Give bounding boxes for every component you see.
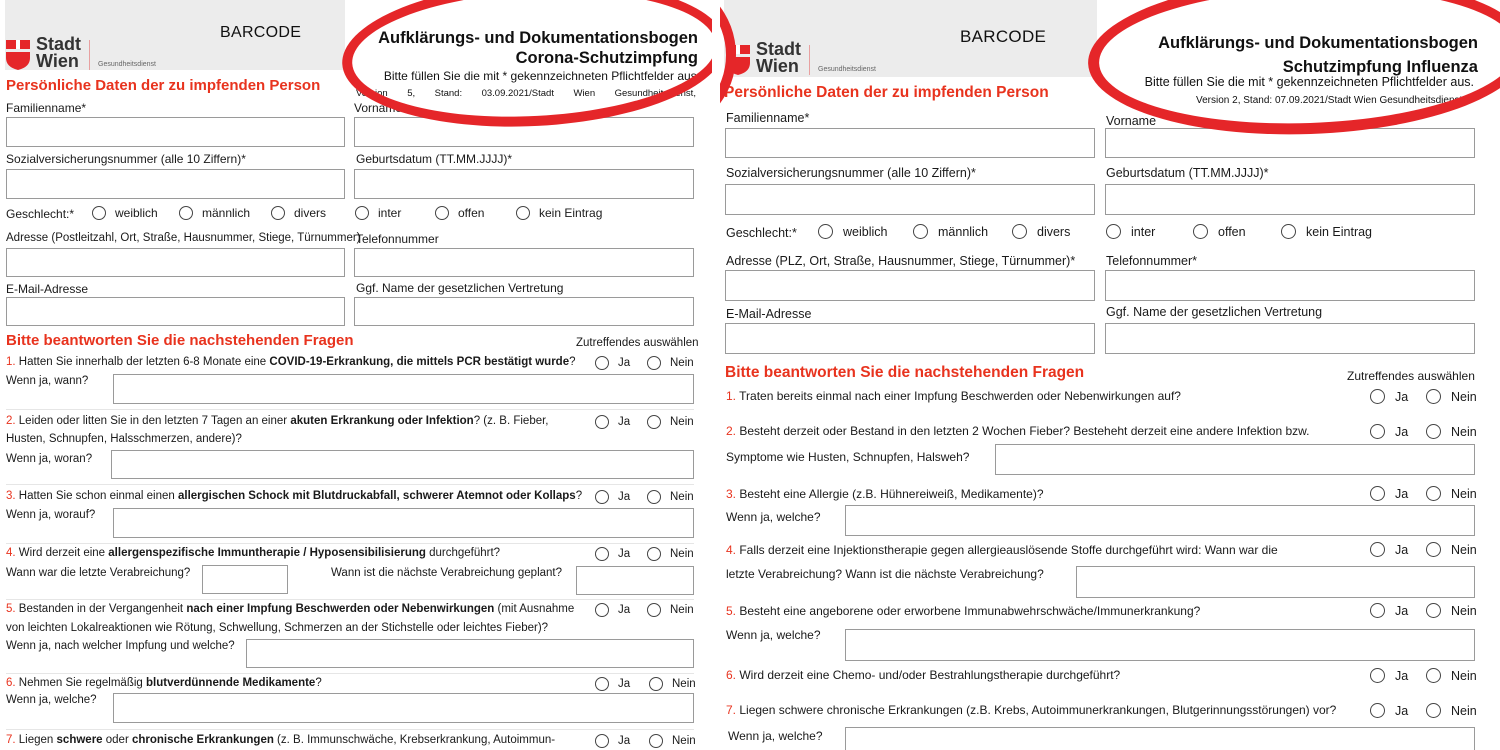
option-label: weiblich xyxy=(115,206,158,220)
birthdate-input[interactable] xyxy=(354,169,694,199)
radio-icon[interactable] xyxy=(595,677,609,691)
q5-followup-label: Wenn ja, nach welcher Impfung und welche? xyxy=(6,640,235,652)
radio-icon[interactable] xyxy=(595,356,609,370)
option-label: offen xyxy=(1218,224,1246,239)
question-5 xyxy=(726,604,1200,618)
question-text: Wird derzeit eine xyxy=(15,547,109,559)
logo-line2: Wien xyxy=(756,56,799,76)
question-text-end: ? xyxy=(575,490,583,502)
gender-offen[interactable] xyxy=(1193,224,1246,239)
gender-inter[interactable] xyxy=(1106,224,1155,239)
q6-followup-label: Wenn ja, welche? xyxy=(6,694,97,706)
firstname-input[interactable] xyxy=(1105,128,1475,158)
q4-last-dose-input[interactable] xyxy=(202,565,288,594)
q7-yes[interactable] xyxy=(1370,703,1408,718)
q4-next-dose-input[interactable] xyxy=(576,566,694,595)
q6-followup-input[interactable] xyxy=(113,693,694,723)
option-label: weiblich xyxy=(843,224,888,239)
radio-icon[interactable] xyxy=(818,224,833,239)
q2-yes[interactable] xyxy=(1370,424,1408,439)
logo-separator xyxy=(809,45,810,75)
radio-icon[interactable] xyxy=(1370,389,1385,404)
question-text-end: durchgeführt? xyxy=(425,547,501,559)
radio-icon[interactable] xyxy=(271,206,285,220)
q1-no[interactable] xyxy=(1426,389,1477,404)
title-line1: Aufklärungs- und Dokumentationsbogen xyxy=(378,29,698,47)
guardian-label: Ggf. Name der gesetzlichen Vertretung xyxy=(1106,305,1323,319)
question-text: Besteht derzeit oder Bestand in den letzten 2 Wochen Fieber? Besteheht derzeit eine andere Infektion bzw. xyxy=(736,424,1310,438)
question-6 xyxy=(6,677,322,689)
question-2-line2: Husten, Schnupfen, Halsschmerzen, andere)? xyxy=(6,433,242,445)
no-label: Nein xyxy=(1451,424,1477,439)
q1-followup-input[interactable] xyxy=(113,374,694,404)
question-2 xyxy=(6,415,549,427)
question-text: Hatten Sie schon einmal einen xyxy=(15,490,178,502)
stadt-wien-logo xyxy=(726,41,876,75)
radio-icon[interactable] xyxy=(595,490,609,504)
divider xyxy=(6,599,694,600)
logo-line1: Stadt xyxy=(756,39,801,59)
no-label: Nein xyxy=(670,491,694,503)
question-number: 3. xyxy=(726,487,737,501)
gender-divers[interactable] xyxy=(271,206,326,220)
q3-no[interactable] xyxy=(1426,486,1477,501)
option-label: kein Eintrag xyxy=(539,206,603,220)
q4-yes[interactable] xyxy=(1370,542,1408,557)
q4-next-dose-label: Wann ist die nächste Verabreichung geplant? xyxy=(331,567,563,579)
yes-label: Ja xyxy=(1395,542,1409,557)
option-label: inter xyxy=(1131,224,1156,239)
q7-no[interactable] xyxy=(649,734,696,748)
yes-label: Ja xyxy=(618,678,631,690)
lastname-input[interactable] xyxy=(725,128,1095,158)
mandatory-note: Bitte füllen Sie die mit * gekennzeichneten Pflichtfelder aus. xyxy=(383,69,700,83)
radio-icon[interactable] xyxy=(913,224,928,239)
radio-icon[interactable] xyxy=(647,490,661,504)
question-number: 2. xyxy=(726,424,737,438)
title-line2: Corona-Schutzimpfung xyxy=(515,49,698,67)
question-3 xyxy=(6,490,582,502)
version-city: Wien xyxy=(573,88,596,99)
question-bold: allergischen Schock mit Blutdruckabfall, schwerer Atemnot oder Kollaps xyxy=(177,490,576,502)
question-3 xyxy=(726,487,1044,501)
q4-followup-input[interactable] xyxy=(1076,566,1475,598)
gender-weiblich[interactable] xyxy=(92,206,158,220)
vienna-shield-icon xyxy=(726,45,750,75)
q2-followup-input[interactable] xyxy=(995,444,1475,475)
question-text: Wird derzeit eine Chemo- und/oder Bestrahlungstherapie durchgeführt? xyxy=(736,668,1121,682)
question-number: 3. xyxy=(6,490,16,502)
q6-no[interactable] xyxy=(649,677,696,691)
logo-subtitle: Gesundheitsdienst xyxy=(98,61,156,68)
email-label: E-Mail-Adresse xyxy=(726,307,812,321)
q6-yes[interactable] xyxy=(595,677,630,691)
address-input[interactable] xyxy=(725,270,1095,301)
radio-icon[interactable] xyxy=(1370,424,1385,439)
divider xyxy=(6,673,694,674)
radio-icon[interactable] xyxy=(649,734,663,748)
radio-icon[interactable] xyxy=(435,206,449,220)
lastname-label: Familienname* xyxy=(726,111,810,125)
radio-icon[interactable] xyxy=(1370,603,1385,618)
gender-label: Geschlecht:* xyxy=(726,226,797,240)
question-6 xyxy=(726,668,1120,682)
phone-input[interactable] xyxy=(354,248,694,277)
firstname-label: Vorname xyxy=(1106,114,1157,128)
question-1 xyxy=(6,356,576,368)
version-line xyxy=(356,88,696,99)
logo-line2: Wien xyxy=(36,51,79,71)
phone-label: Telefonnummer xyxy=(356,232,439,246)
no-label: Nein xyxy=(672,735,696,747)
no-label: Nein xyxy=(1451,389,1477,404)
q3-followup-input[interactable] xyxy=(113,508,694,538)
email-input[interactable] xyxy=(725,323,1095,354)
q3-yes[interactable] xyxy=(595,490,630,504)
radio-icon[interactable] xyxy=(355,206,369,220)
question-text: Besteht eine Allergie (z.B. Hühnereiweiß, Medikamente)? xyxy=(736,487,1044,501)
q3-followup-label: Wenn ja, welche? xyxy=(726,510,821,524)
logo-separator xyxy=(89,40,90,70)
q4-last-dose-label: Wann war die letzte Verabreichung? xyxy=(6,567,191,579)
questions-heading: Bitte beantworten Sie die nachstehenden Fragen xyxy=(725,364,1085,381)
question-text: Traten bereits einmal nach einer Impfung Beschwerden oder Nebenwirkungen auf? xyxy=(736,389,1181,403)
q4-no[interactable] xyxy=(1426,542,1477,557)
q7-followup-input[interactable] xyxy=(845,727,1475,750)
radio-icon[interactable] xyxy=(1370,703,1385,718)
question-number: 6. xyxy=(726,668,737,682)
q6-yes[interactable] xyxy=(1370,668,1408,683)
radio-icon[interactable] xyxy=(1106,224,1121,239)
no-label: Nein xyxy=(1451,486,1477,501)
vienna-shield-icon xyxy=(6,40,30,70)
question-number: 1. xyxy=(6,356,16,368)
gender-kein-eintrag[interactable] xyxy=(516,206,602,220)
radio-icon[interactable] xyxy=(1012,224,1027,239)
question-1 xyxy=(726,389,1181,403)
q5-no[interactable] xyxy=(647,603,694,617)
radio-icon[interactable] xyxy=(1426,542,1441,557)
birthdate-label: Geburtsdatum (TT.MM.JJJJ)* xyxy=(356,152,513,166)
svnr-label: Sozialversicherungsnummer (alle 10 Ziffern)* xyxy=(726,166,976,180)
question-text-end: ? xyxy=(569,356,576,368)
title-line2: Schutzimpfung Influenza xyxy=(1282,58,1478,76)
yes-label: Ja xyxy=(1395,703,1409,718)
yes-label: Ja xyxy=(1395,424,1409,439)
radio-icon[interactable] xyxy=(647,603,661,617)
q4-yes[interactable] xyxy=(595,547,630,561)
q6-no[interactable] xyxy=(1426,668,1477,683)
q5-yes[interactable] xyxy=(1370,603,1408,618)
q2-followup-label: Symptome wie Husten, Schnupfen, Halsweh? xyxy=(726,450,970,464)
email-label: E-Mail-Adresse xyxy=(6,282,89,296)
radio-icon[interactable] xyxy=(1370,542,1385,557)
question-number: 4. xyxy=(726,543,737,557)
guardian-label: Ggf. Name der gesetzlichen Vertretung xyxy=(356,281,564,295)
phone-input[interactable] xyxy=(1105,270,1475,301)
q1-yes[interactable] xyxy=(595,356,630,370)
option-label: offen xyxy=(458,206,485,220)
no-label: Nein xyxy=(1451,668,1477,683)
q3-followup-label: Wenn ja, worauf? xyxy=(6,509,96,521)
radio-icon[interactable] xyxy=(649,677,663,691)
question-text: Liegen schwere chronische Erkrankungen (z.B. Krebs, Autoimmunerkrankungen, Blutgerinnungsstörungen) vor? xyxy=(736,703,1337,717)
logo-line1: Stadt xyxy=(36,34,81,54)
yes-label: Ja xyxy=(618,357,631,369)
form-title xyxy=(1158,31,1478,79)
question-text-end: ? (z. B. Fieber, xyxy=(473,415,549,427)
gender-label: Geschlecht:* xyxy=(6,207,75,221)
gender-maennlich[interactable] xyxy=(913,224,988,239)
question-number: 7. xyxy=(6,734,16,746)
stadt-wien-logo xyxy=(6,36,156,70)
barcode-placeholder: BARCODE xyxy=(220,24,302,41)
question-number: 1. xyxy=(726,389,737,403)
question-text-end: (z. B. Immunschwäche, Krebserkrankung, Autoimmun- xyxy=(273,734,556,746)
radio-icon[interactable] xyxy=(1281,224,1296,239)
radio-icon[interactable] xyxy=(92,206,106,220)
question-text-mid: oder xyxy=(102,734,132,746)
yes-label: Ja xyxy=(1395,389,1409,404)
radio-icon[interactable] xyxy=(1426,703,1441,718)
option-label: divers xyxy=(294,206,327,220)
question-bold: akuten Erkrankung oder Infektion xyxy=(290,415,474,427)
version-dept: Gesundheitsdienst, xyxy=(614,88,696,99)
q7-no[interactable] xyxy=(1426,703,1477,718)
personal-data-heading: Persönliche Daten der zu impfenden Person xyxy=(724,84,1049,101)
version-number: 5, xyxy=(407,88,416,99)
lastname-input[interactable] xyxy=(6,117,345,147)
q1-followup-label: Wenn ja, wann? xyxy=(6,375,89,387)
no-label: Nein xyxy=(1451,542,1477,557)
radio-icon[interactable] xyxy=(1426,603,1441,618)
svnr-input[interactable] xyxy=(6,169,345,199)
q3-yes[interactable] xyxy=(1370,486,1408,501)
radio-icon[interactable] xyxy=(595,734,609,748)
question-text: Hatten Sie innerhalb der letzten 6-8 Monate eine xyxy=(15,356,270,368)
divider xyxy=(6,484,694,485)
yes-label: Ja xyxy=(1395,486,1409,501)
version-date: 03.09.2021/Stadt xyxy=(481,88,554,99)
gender-weiblich[interactable] xyxy=(818,224,887,239)
guardian-input[interactable] xyxy=(1105,323,1475,354)
q1-yes[interactable] xyxy=(1370,389,1408,404)
question-number: 2. xyxy=(6,415,16,427)
birthdate-input[interactable] xyxy=(1105,184,1475,215)
gender-divers[interactable] xyxy=(1012,224,1070,239)
title-line1: Aufklärungs- und Dokumentationsbogen xyxy=(1158,34,1478,52)
q4-no[interactable] xyxy=(647,547,694,561)
svnr-label: Sozialversicherungsnummer (alle 10 Ziffern)* xyxy=(6,152,246,166)
radio-icon[interactable] xyxy=(1193,224,1208,239)
radio-icon[interactable] xyxy=(595,547,609,561)
no-label: Nein xyxy=(1451,703,1477,718)
divider xyxy=(6,729,694,730)
yes-label: Ja xyxy=(618,416,631,428)
yes-label: Ja xyxy=(618,491,631,503)
q1-no[interactable] xyxy=(647,356,694,370)
corona-form-panel xyxy=(0,0,712,750)
question-5-line2: von leichten Lokalreaktionen wie Rötung, Schwellung, Schmerzen an der Stichstelle oder leichtes Fieber)? xyxy=(6,622,549,634)
mandatory-note: Bitte füllen Sie die mit * gekennzeichneten Pflichtfelder aus. xyxy=(1144,75,1474,89)
no-label: Nein xyxy=(672,678,696,690)
radio-icon[interactable] xyxy=(1426,424,1441,439)
birthdate-label: Geburtsdatum (TT.MM.JJJJ)* xyxy=(1106,166,1269,180)
phone-label: Telefonnummer* xyxy=(1106,254,1198,268)
q2-yes[interactable] xyxy=(595,415,630,429)
address-label: Adresse (PLZ, Ort, Straße, Hausnummer, Stiege, Türnummer)* xyxy=(726,254,1076,268)
barcode-placeholder: BARCODE xyxy=(960,27,1047,46)
question-bold2: chronische Erkrankungen xyxy=(131,734,274,746)
question-text-end: ? xyxy=(315,677,322,689)
question-bold: allergenspezifische Immuntherapie / Hyposensibilisierung xyxy=(108,547,426,559)
q2-no[interactable] xyxy=(1426,424,1477,439)
lastname-label: Familienname* xyxy=(6,101,87,115)
question-number: 7. xyxy=(726,703,737,717)
radio-icon[interactable] xyxy=(595,603,609,617)
q7-yes[interactable] xyxy=(595,734,630,748)
q5-followup-input[interactable] xyxy=(246,639,694,668)
q2-no[interactable] xyxy=(647,415,694,429)
no-label: Nein xyxy=(670,604,694,616)
version-word: Version xyxy=(356,88,388,99)
question-text: Falls derzeit eine Injektionstherapie gegen allergieauslösende Stoffe durchgeführt wird: Wann war die xyxy=(736,543,1278,557)
radio-icon[interactable] xyxy=(647,547,661,561)
logo-text xyxy=(36,36,81,70)
influenza-form-panel xyxy=(720,0,1500,750)
option-label: divers xyxy=(1037,224,1071,239)
yes-label: Ja xyxy=(618,604,631,616)
no-label: Nein xyxy=(670,416,694,428)
question-number: 6. xyxy=(6,677,16,689)
form-title xyxy=(378,28,698,68)
firstname-label: Vorname* xyxy=(354,101,407,115)
question-4 xyxy=(6,547,500,559)
gender-inter[interactable] xyxy=(355,206,401,220)
question-text: Besteht eine angeborene oder erworbene Immunabwehrschwäche/Immunerkrankung? xyxy=(736,604,1201,618)
question-2 xyxy=(726,424,1310,438)
radio-icon[interactable] xyxy=(179,206,193,220)
yes-label: Ja xyxy=(1395,668,1409,683)
question-number: 4. xyxy=(6,547,16,559)
question-number: 5. xyxy=(726,604,737,618)
radio-icon[interactable] xyxy=(1426,668,1441,683)
question-text: Nehmen Sie regelmäßig xyxy=(15,677,146,689)
option-label: kein Eintrag xyxy=(1306,224,1373,239)
select-hint: Zutreffendes auswählen xyxy=(1347,369,1475,383)
question-bold: schwere xyxy=(56,734,103,746)
logo-subtitle: Gesundheitsdienst xyxy=(818,66,876,73)
radio-icon[interactable] xyxy=(647,356,661,370)
radio-icon[interactable] xyxy=(1426,486,1441,501)
yes-label: Ja xyxy=(618,548,631,560)
address-input[interactable] xyxy=(6,248,345,277)
question-7 xyxy=(726,703,1336,717)
personal-data-heading: Persönliche Daten der zu impfenden Person xyxy=(6,77,321,94)
question-text-end: (mit Ausnahme xyxy=(494,603,575,615)
radio-icon[interactable] xyxy=(647,415,661,429)
q5-followup-input[interactable] xyxy=(845,629,1475,661)
q3-no[interactable] xyxy=(647,490,694,504)
version-line: Version 2, Stand: 07.09.2021/Stadt Wien Gesundheitsdienst xyxy=(1196,95,1463,106)
divider xyxy=(6,409,694,410)
radio-icon[interactable] xyxy=(516,206,530,220)
question-bold: blutverdünnende Medikamente xyxy=(146,677,316,689)
radio-icon[interactable] xyxy=(1370,486,1385,501)
gender-kein-eintrag[interactable] xyxy=(1281,224,1372,239)
radio-icon[interactable] xyxy=(1426,389,1441,404)
no-label: Nein xyxy=(670,357,694,369)
question-text: Bestanden in der Vergangenheit xyxy=(15,603,187,615)
question-7 xyxy=(6,734,555,746)
divider xyxy=(6,543,694,544)
no-label: Nein xyxy=(670,548,694,560)
option-label: männlich xyxy=(202,206,251,220)
q7-followup-label: Wenn ja, welche? xyxy=(728,729,823,743)
logo-text xyxy=(756,41,801,75)
radio-icon[interactable] xyxy=(595,415,609,429)
q5-followup-label: Wenn ja, welche? xyxy=(726,628,821,642)
guardian-input[interactable] xyxy=(354,297,694,326)
question-bold: COVID-19-Erkrankung, die mittels PCR bestätigt wurde xyxy=(269,356,570,368)
question-4 xyxy=(726,543,1278,557)
q5-no[interactable] xyxy=(1426,603,1477,618)
question-text: Leiden oder litten Sie in den letzten 7 Tagen an einer xyxy=(15,415,291,427)
version-stand: Stand: xyxy=(434,88,463,99)
no-label: Nein xyxy=(1451,603,1477,618)
q5-yes[interactable] xyxy=(595,603,630,617)
questions-heading: Bitte beantworten Sie die nachstehenden Fragen xyxy=(6,332,354,349)
q4-followup-label: letzte Verabreichung? Wann ist die nächste Verabreichung? xyxy=(726,567,1044,581)
option-label: inter xyxy=(378,206,402,220)
select-hint: Zutreffendes auswählen xyxy=(576,337,699,349)
gender-offen[interactable] xyxy=(435,206,484,220)
option-label: männlich xyxy=(938,224,989,239)
yes-label: Ja xyxy=(1395,603,1409,618)
question-5 xyxy=(6,603,574,615)
radio-icon[interactable] xyxy=(1370,668,1385,683)
q3-followup-input[interactable] xyxy=(845,505,1475,536)
panel-divider xyxy=(712,0,720,750)
gender-maennlich[interactable] xyxy=(179,206,250,220)
svnr-input[interactable] xyxy=(725,184,1095,215)
question-number: 5. xyxy=(6,603,16,615)
yes-label: Ja xyxy=(618,735,631,747)
address-label: Adresse (Postleitzahl, Ort, Straße, Hausnummer, Stiege, Türnummer) xyxy=(6,232,361,244)
question-bold: nach einer Impfung Beschwerden oder Nebenwirkungen xyxy=(186,603,495,615)
email-input[interactable] xyxy=(6,297,345,326)
q2-followup-label: Wenn ja, woran? xyxy=(6,453,93,465)
question-text: Liegen xyxy=(15,734,57,746)
firstname-input[interactable] xyxy=(354,117,694,147)
q2-followup-input[interactable] xyxy=(111,450,694,479)
